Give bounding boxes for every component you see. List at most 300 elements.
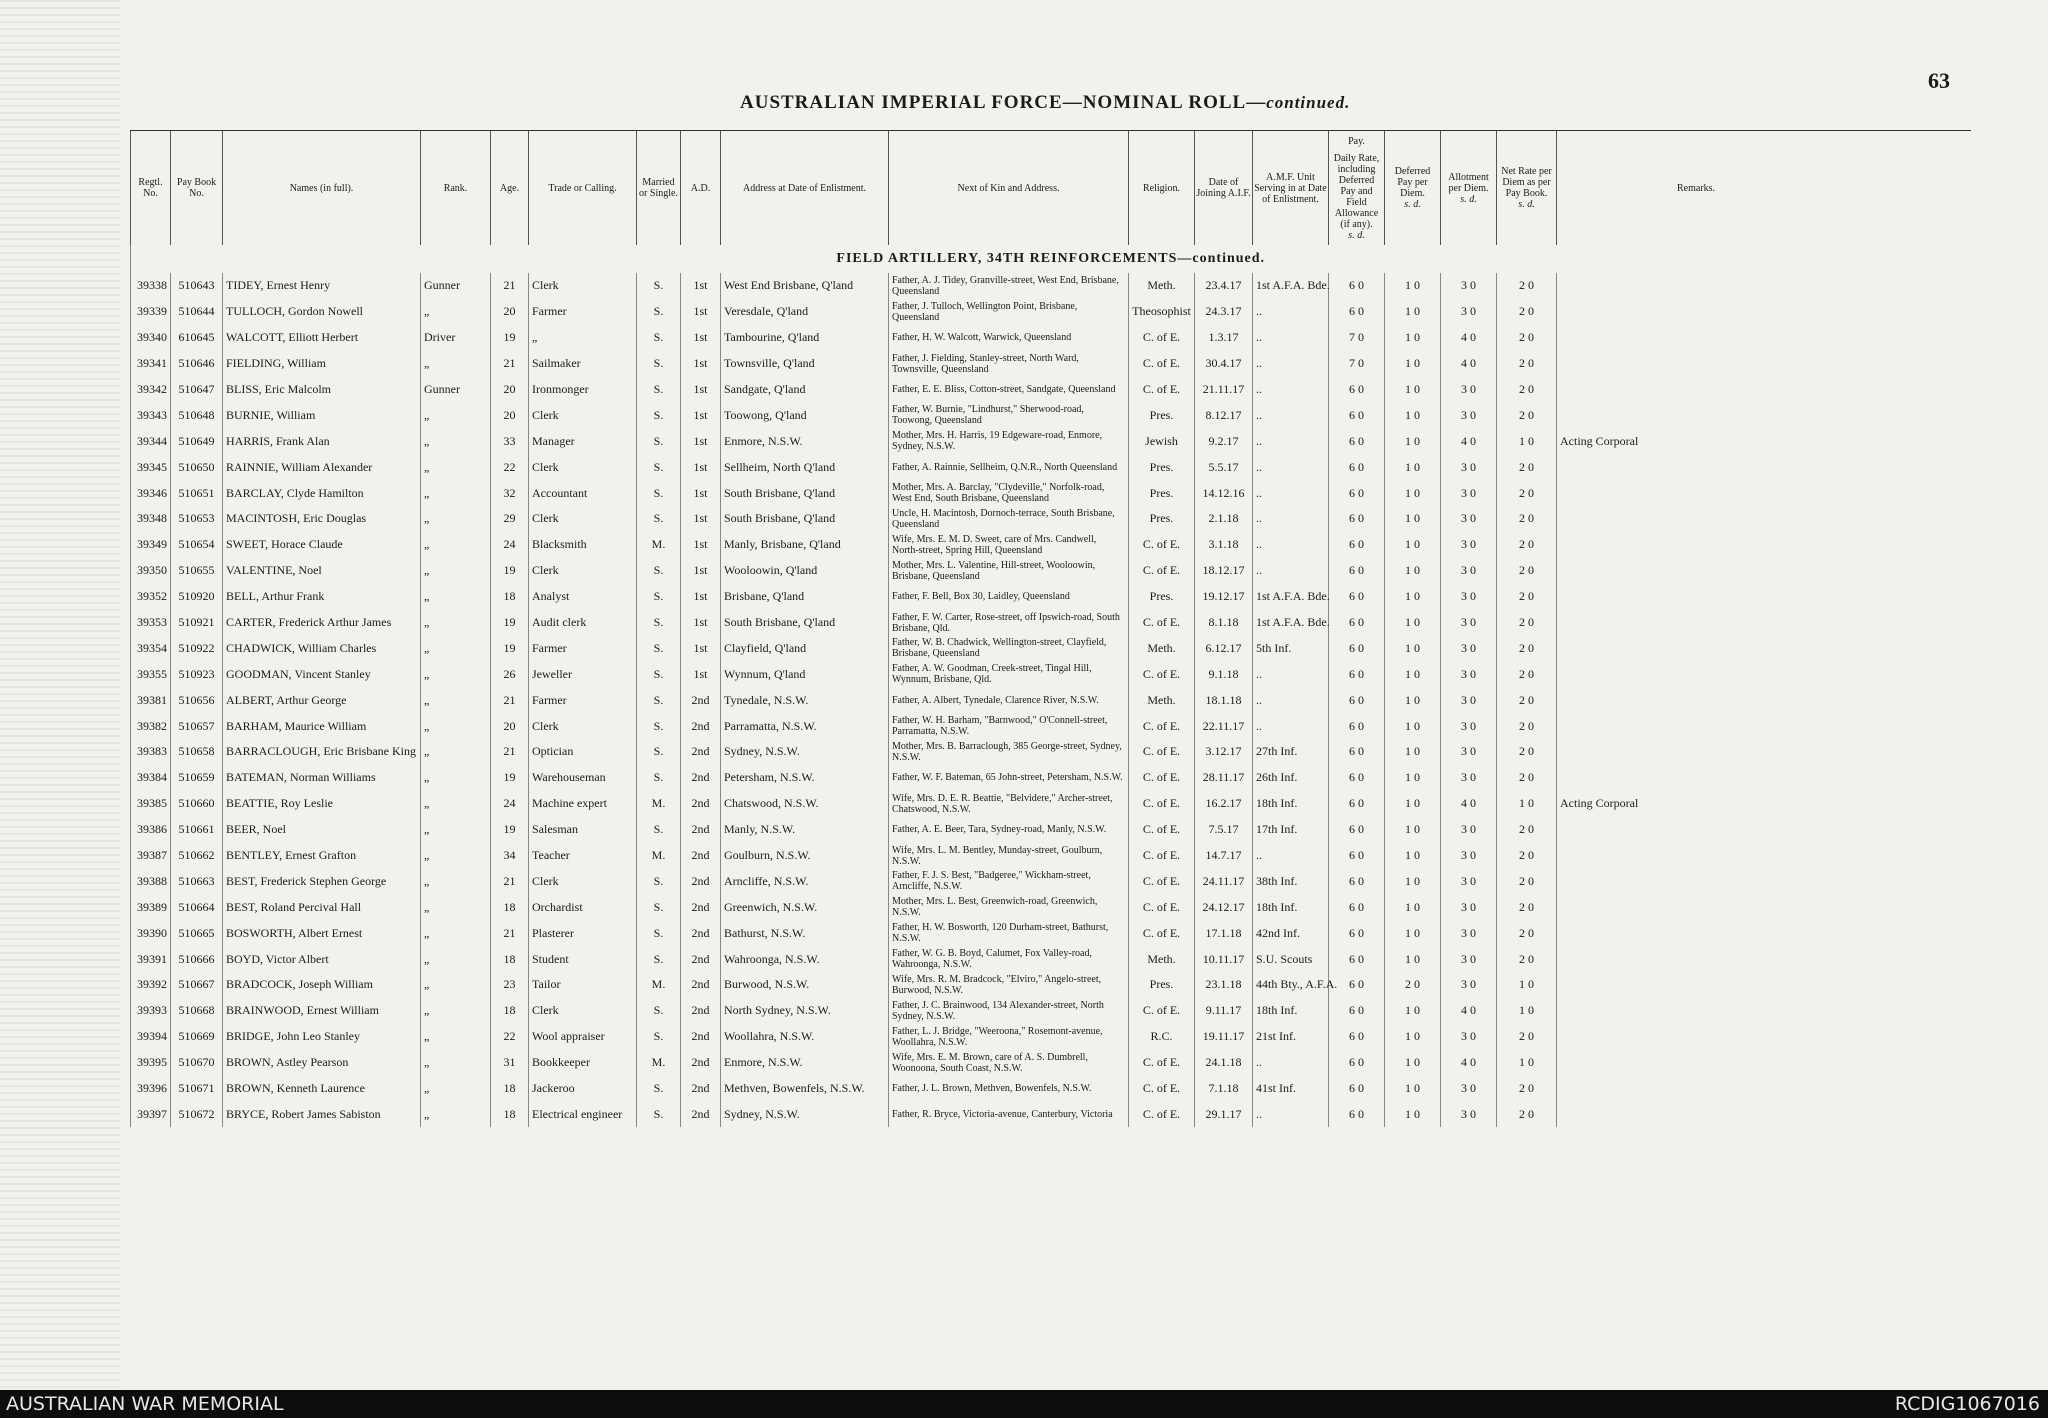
cell-daily-rate: 6 0 <box>1329 1102 1385 1128</box>
cell-address: Sydney, N.S.W. <box>721 739 889 765</box>
cell-deferred: 1 0 <box>1385 428 1441 454</box>
cell-regtl-no: 39339 <box>131 299 171 325</box>
cell-rank: „ <box>421 998 491 1024</box>
cell-net-rate: 2 0 <box>1497 325 1557 351</box>
cell-ad: 1st <box>681 584 721 610</box>
cell-allotment: 3 0 <box>1441 454 1497 480</box>
cell-amf-unit: 18th Inf. <box>1253 998 1329 1024</box>
cell-date-joining: 9.1.18 <box>1195 661 1253 687</box>
cell-amf-unit: .. <box>1253 377 1329 403</box>
cell-rank: „ <box>421 713 491 739</box>
sd-label: s. d. <box>1460 193 1477 205</box>
cell-remarks: Acting Corporal <box>1557 791 1971 817</box>
cell-remarks <box>1557 1024 1971 1050</box>
cell-rank: „ <box>421 687 491 713</box>
cell-religion: Theosophist <box>1129 299 1195 325</box>
cell-ad: 2nd <box>681 765 721 791</box>
cell-daily-rate: 6 0 <box>1329 532 1385 558</box>
cell-age: 21 <box>491 687 529 713</box>
cell-daily-rate: 6 0 <box>1329 584 1385 610</box>
cell-date-joining: 1.3.17 <box>1195 325 1253 351</box>
cell-name: RAINNIE, William Alexander <box>223 454 421 480</box>
cell-allotment: 3 0 <box>1441 584 1497 610</box>
cell-remarks <box>1557 558 1971 584</box>
cell-regtl-no: 39385 <box>131 791 171 817</box>
cell-deferred: 1 0 <box>1385 739 1441 765</box>
cell-net-rate: 1 0 <box>1497 791 1557 817</box>
cell-pay-book-no: 510654 <box>171 532 223 558</box>
section-heading-row <box>131 245 1971 273</box>
cell-daily-rate: 6 0 <box>1329 610 1385 636</box>
cell-amf-unit: 41st Inf. <box>1253 1076 1329 1102</box>
cell-regtl-no: 39383 <box>131 739 171 765</box>
section-heading: FIELD ARTILLERY, 34TH REINFORCEMENTS—continued. <box>131 245 1971 273</box>
cell-amf-unit: .. <box>1253 843 1329 869</box>
cell-amf-unit: S.U. Scouts <box>1253 946 1329 972</box>
cell-regtl-no: 39381 <box>131 687 171 713</box>
cell-religion: C. of E. <box>1129 377 1195 403</box>
cell-rank: „ <box>421 843 491 869</box>
cell-deferred: 1 0 <box>1385 817 1441 843</box>
cell-address: Woollahra, N.S.W. <box>721 1024 889 1050</box>
cell-rank: „ <box>421 1050 491 1076</box>
cell-allotment: 3 0 <box>1441 661 1497 687</box>
cell-remarks <box>1557 661 1971 687</box>
cell-trade: Farmer <box>529 299 637 325</box>
cell-deferred: 1 0 <box>1385 299 1441 325</box>
cell-daily-rate: 6 0 <box>1329 868 1385 894</box>
cell-net-rate: 2 0 <box>1497 1024 1557 1050</box>
cell-rank: „ <box>421 532 491 558</box>
cell-regtl-no: 39354 <box>131 635 171 661</box>
cell-age: 20 <box>491 402 529 428</box>
cell-date-joining: 9.2.17 <box>1195 428 1253 454</box>
cell-next-of-kin: Father, W. G. B. Boyd, Calumet, Fox Valley-road, Wahroonga, N.S.W. <box>889 946 1129 972</box>
cell-trade: Accountant <box>529 480 637 506</box>
cell-net-rate: 2 0 <box>1497 687 1557 713</box>
cell-religion: C. of E. <box>1129 817 1195 843</box>
cell-name: CARTER, Frederick Arthur James <box>223 610 421 636</box>
cell-married: S. <box>637 610 681 636</box>
cell-religion: C. of E. <box>1129 1076 1195 1102</box>
cell-allotment: 3 0 <box>1441 739 1497 765</box>
cell-allotment: 3 0 <box>1441 377 1497 403</box>
cell-amf-unit: 17th Inf. <box>1253 817 1329 843</box>
cell-age: 21 <box>491 868 529 894</box>
cell-daily-rate: 6 0 <box>1329 377 1385 403</box>
cell-trade: Tailor <box>529 972 637 998</box>
cell-remarks <box>1557 817 1971 843</box>
cell-daily-rate: 6 0 <box>1329 765 1385 791</box>
cell-regtl-no: 39349 <box>131 532 171 558</box>
cell-date-joining: 3.12.17 <box>1195 739 1253 765</box>
cell-allotment: 3 0 <box>1441 972 1497 998</box>
cell-religion: Meth. <box>1129 273 1195 299</box>
cell-rank: „ <box>421 894 491 920</box>
cell-religion: C. of E. <box>1129 325 1195 351</box>
table-row <box>131 1024 1971 1050</box>
cell-net-rate: 2 0 <box>1497 532 1557 558</box>
cell-rank: „ <box>421 739 491 765</box>
cell-married: S. <box>637 713 681 739</box>
cell-pay-book-no: 510653 <box>171 506 223 532</box>
table-row <box>131 687 1971 713</box>
sd-label: s. d. <box>1348 229 1365 241</box>
cell-date-joining: 21.11.17 <box>1195 377 1253 403</box>
cell-date-joining: 14.7.17 <box>1195 843 1253 869</box>
cell-trade: Analyst <box>529 584 637 610</box>
cell-remarks <box>1557 299 1971 325</box>
cell-trade: Plasterer <box>529 920 637 946</box>
cell-rank: „ <box>421 1024 491 1050</box>
cell-address: Brisbane, Q'land <box>721 584 889 610</box>
cell-regtl-no: 39396 <box>131 1076 171 1102</box>
cell-deferred: 1 0 <box>1385 532 1441 558</box>
cell-name: BARHAM, Maurice William <box>223 713 421 739</box>
cell-trade: Clerk <box>529 454 637 480</box>
cell-rank: „ <box>421 765 491 791</box>
cell-trade: Jackeroo <box>529 1076 637 1102</box>
cell-religion: C. of E. <box>1129 661 1195 687</box>
cell-allotment: 4 0 <box>1441 428 1497 454</box>
table-row <box>131 1076 1971 1102</box>
cell-pay-book-no: 510671 <box>171 1076 223 1102</box>
col-regtl-no: Regtl. No. <box>131 131 171 246</box>
cell-remarks <box>1557 1076 1971 1102</box>
cell-age: 18 <box>491 946 529 972</box>
cell-next-of-kin: Father, F. W. Carter, Rose-street, off Ipswich-road, South Brisbane, Qld. <box>889 610 1129 636</box>
cell-pay-book-no: 510650 <box>171 454 223 480</box>
cell-net-rate: 1 0 <box>1497 998 1557 1024</box>
cell-deferred: 1 0 <box>1385 635 1441 661</box>
cell-rank: „ <box>421 558 491 584</box>
col-deferred <box>1385 131 1441 246</box>
cell-married: S. <box>637 299 681 325</box>
cell-daily-rate: 6 0 <box>1329 454 1385 480</box>
cell-date-joining: 28.11.17 <box>1195 765 1253 791</box>
sd-label: s. d. <box>1518 199 1535 210</box>
cell-address: Tynedale, N.S.W. <box>721 687 889 713</box>
cell-next-of-kin: Father, J. Tulloch, Wellington Point, Brisbane, Queensland <box>889 299 1129 325</box>
cell-religion: Pres. <box>1129 972 1195 998</box>
cell-ad: 1st <box>681 377 721 403</box>
cell-address: Wynnum, Q'land <box>721 661 889 687</box>
cell-net-rate: 2 0 <box>1497 765 1557 791</box>
cell-address: Sellheim, North Q'land <box>721 454 889 480</box>
table-row <box>131 402 1971 428</box>
cell-amf-unit: .. <box>1253 1102 1329 1128</box>
table-row <box>131 454 1971 480</box>
cell-amf-unit: .. <box>1253 299 1329 325</box>
cell-trade: Clerk <box>529 273 637 299</box>
cell-married: S. <box>637 687 681 713</box>
cell-date-joining: 16.2.17 <box>1195 791 1253 817</box>
cell-amf-unit: 18th Inf. <box>1253 791 1329 817</box>
cell-next-of-kin: Father, A. Rainnie, Sellheim, Q.N.R., North Queensland <box>889 454 1129 480</box>
cell-remarks <box>1557 946 1971 972</box>
cell-ad: 1st <box>681 299 721 325</box>
cell-age: 24 <box>491 532 529 558</box>
table-row <box>131 584 1971 610</box>
cell-age: 21 <box>491 920 529 946</box>
cell-deferred: 1 0 <box>1385 558 1441 584</box>
table-row <box>131 946 1971 972</box>
cell-ad: 2nd <box>681 946 721 972</box>
cell-address: Wahroonga, N.S.W. <box>721 946 889 972</box>
table-row <box>131 428 1971 454</box>
cell-allotment: 3 0 <box>1441 635 1497 661</box>
cell-religion: Meth. <box>1129 946 1195 972</box>
cell-remarks <box>1557 713 1971 739</box>
cell-trade: Farmer <box>529 687 637 713</box>
cell-next-of-kin: Father, H. W. Walcott, Warwick, Queensland <box>889 325 1129 351</box>
cell-deferred: 1 0 <box>1385 894 1441 920</box>
cell-next-of-kin: Father, F. J. S. Best, "Badgeree," Wickham-street, Arncliffe, N.S.W. <box>889 868 1129 894</box>
cell-regtl-no: 39340 <box>131 325 171 351</box>
cell-ad: 1st <box>681 351 721 377</box>
cell-remarks <box>1557 532 1971 558</box>
cell-net-rate: 2 0 <box>1497 273 1557 299</box>
cell-trade: Electrical engineer <box>529 1102 637 1128</box>
cell-name: BEST, Frederick Stephen George <box>223 868 421 894</box>
cell-allotment: 3 0 <box>1441 506 1497 532</box>
cell-pay-book-no: 510658 <box>171 739 223 765</box>
cell-trade: „ <box>529 325 637 351</box>
cell-religion: C. of E. <box>1129 998 1195 1024</box>
cell-deferred: 1 0 <box>1385 1102 1441 1128</box>
cell-ad: 2nd <box>681 843 721 869</box>
pay-group-label: Pay. <box>1348 135 1365 147</box>
cell-remarks <box>1557 351 1971 377</box>
cell-name: SWEET, Horace Claude <box>223 532 421 558</box>
cell-religion: C. of E. <box>1129 1050 1195 1076</box>
cell-religion: C. of E. <box>1129 558 1195 584</box>
cell-amf-unit: 38th Inf. <box>1253 868 1329 894</box>
cell-name: BROWN, Astley Pearson <box>223 1050 421 1076</box>
col-remarks: Remarks. <box>1557 131 1971 246</box>
cell-amf-unit: .. <box>1253 661 1329 687</box>
cell-remarks <box>1557 1050 1971 1076</box>
cell-ad: 1st <box>681 273 721 299</box>
cell-remarks <box>1557 584 1971 610</box>
cell-trade: Clerk <box>529 713 637 739</box>
cell-allotment: 4 0 <box>1441 791 1497 817</box>
cell-address: Bathurst, N.S.W. <box>721 920 889 946</box>
cell-next-of-kin: Mother, Mrs. H. Harris, 19 Edgeware-road, Enmore, Sydney, N.S.W. <box>889 428 1129 454</box>
cell-name: BELL, Arthur Frank <box>223 584 421 610</box>
cell-date-joining: 7.5.17 <box>1195 817 1253 843</box>
cell-allotment: 4 0 <box>1441 351 1497 377</box>
cell-religion: C. of E. <box>1129 1102 1195 1128</box>
cell-next-of-kin: Father, J. Fielding, Stanley-street, North Ward, Townsville, Queensland <box>889 351 1129 377</box>
cell-regtl-no: 39338 <box>131 273 171 299</box>
cell-address: Greenwich, N.S.W. <box>721 894 889 920</box>
cell-age: 19 <box>491 817 529 843</box>
cell-age: 31 <box>491 1050 529 1076</box>
cell-remarks <box>1557 402 1971 428</box>
cell-remarks <box>1557 894 1971 920</box>
cell-religion: Pres. <box>1129 584 1195 610</box>
cell-rank: Driver <box>421 325 491 351</box>
cell-net-rate: 2 0 <box>1497 635 1557 661</box>
cell-net-rate: 1 0 <box>1497 428 1557 454</box>
cell-ad: 1st <box>681 635 721 661</box>
cell-name: BENTLEY, Ernest Grafton <box>223 843 421 869</box>
cell-address: Parramatta, N.S.W. <box>721 713 889 739</box>
cell-religion: C. of E. <box>1129 713 1195 739</box>
cell-next-of-kin: Father, W. F. Bateman, 65 John-street, Petersham, N.S.W. <box>889 765 1129 791</box>
cell-date-joining: 9.11.17 <box>1195 998 1253 1024</box>
cell-daily-rate: 6 0 <box>1329 402 1385 428</box>
title-text: AUSTRALIAN IMPERIAL FORCE—NOMINAL ROLL— <box>740 92 1267 113</box>
cell-religion: C. of E. <box>1129 765 1195 791</box>
cell-rank: „ <box>421 972 491 998</box>
cell-trade: Clerk <box>529 868 637 894</box>
cell-name: BATEMAN, Norman Williams <box>223 765 421 791</box>
cell-ad: 2nd <box>681 894 721 920</box>
cell-net-rate: 2 0 <box>1497 377 1557 403</box>
cell-date-joining: 7.1.18 <box>1195 1076 1253 1102</box>
cell-net-rate: 2 0 <box>1497 713 1557 739</box>
cell-next-of-kin: Mother, Mrs. A. Barclay, "Clydeville," Norfolk-road, West End, South Brisbane, Queensland <box>889 480 1129 506</box>
cell-regtl-no: 39382 <box>131 713 171 739</box>
cell-ad: 2nd <box>681 972 721 998</box>
cell-regtl-no: 39355 <box>131 661 171 687</box>
cell-date-joining: 18.1.18 <box>1195 687 1253 713</box>
cell-next-of-kin: Father, W. B. Chadwick, Wellington-street, Clayfield, Brisbane, Queensland <box>889 635 1129 661</box>
cell-daily-rate: 6 0 <box>1329 713 1385 739</box>
cell-name: HARRIS, Frank Alan <box>223 428 421 454</box>
cell-rank: „ <box>421 584 491 610</box>
cell-allotment: 3 0 <box>1441 402 1497 428</box>
title-suffix: continued. <box>1266 93 1351 112</box>
table-row <box>131 351 1971 377</box>
cell-deferred: 1 0 <box>1385 920 1441 946</box>
cell-religion: Jewish <box>1129 428 1195 454</box>
cell-date-joining: 30.4.17 <box>1195 351 1253 377</box>
cell-regtl-no: 39397 <box>131 1102 171 1128</box>
cell-allotment: 3 0 <box>1441 843 1497 869</box>
cell-pay-book-no: 510651 <box>171 480 223 506</box>
cell-pay-book-no: 510661 <box>171 817 223 843</box>
cell-age: 20 <box>491 299 529 325</box>
cell-daily-rate: 6 0 <box>1329 480 1385 506</box>
cell-regtl-no: 39386 <box>131 817 171 843</box>
cell-rank: „ <box>421 506 491 532</box>
cell-married: S. <box>637 817 681 843</box>
cell-date-joining: 8.12.17 <box>1195 402 1253 428</box>
table-row <box>131 532 1971 558</box>
cell-amf-unit: .. <box>1253 454 1329 480</box>
cell-trade: Student <box>529 946 637 972</box>
cell-remarks <box>1557 635 1971 661</box>
table-row <box>131 273 1971 299</box>
cell-religion: Pres. <box>1129 506 1195 532</box>
cell-ad: 2nd <box>681 1024 721 1050</box>
cell-religion: C. of E. <box>1129 791 1195 817</box>
cell-ad: 2nd <box>681 1076 721 1102</box>
cell-address: Methven, Bowenfels, N.S.W. <box>721 1076 889 1102</box>
cell-date-joining: 3.1.18 <box>1195 532 1253 558</box>
cell-age: 19 <box>491 610 529 636</box>
cell-age: 33 <box>491 428 529 454</box>
cell-pay-book-no: 510655 <box>171 558 223 584</box>
cell-address: Manly, Brisbane, Q'land <box>721 532 889 558</box>
cell-next-of-kin: Mother, Mrs. L. Valentine, Hill-street, Wooloowin, Brisbane, Queensland <box>889 558 1129 584</box>
cell-amf-unit: 1st A.F.A. Bde. <box>1253 584 1329 610</box>
cell-name: BROWN, Kenneth Laurence <box>223 1076 421 1102</box>
cell-pay-book-no: 510921 <box>171 610 223 636</box>
cell-name: BARRACLOUGH, Eric Brisbane King <box>223 739 421 765</box>
cell-age: 24 <box>491 791 529 817</box>
cell-deferred: 1 0 <box>1385 661 1441 687</box>
col-names: Names (in full). <box>223 131 421 246</box>
cell-ad: 2nd <box>681 1102 721 1128</box>
col-daily-rate <box>1329 131 1385 246</box>
cell-age: 19 <box>491 325 529 351</box>
cell-remarks <box>1557 454 1971 480</box>
cell-trade: Clerk <box>529 506 637 532</box>
cell-net-rate: 1 0 <box>1497 972 1557 998</box>
cell-amf-unit: .. <box>1253 325 1329 351</box>
cell-amf-unit: .. <box>1253 506 1329 532</box>
cell-name: BURNIE, William <box>223 402 421 428</box>
cell-net-rate: 2 0 <box>1497 868 1557 894</box>
cell-pay-book-no: 610645 <box>171 325 223 351</box>
cell-daily-rate: 6 0 <box>1329 1024 1385 1050</box>
cell-deferred: 1 0 <box>1385 791 1441 817</box>
cell-allotment: 3 0 <box>1441 480 1497 506</box>
cell-allotment: 3 0 <box>1441 894 1497 920</box>
deferred-label: Deferred Pay per Diem. <box>1394 166 1431 199</box>
table-row <box>131 325 1971 351</box>
cell-rank: „ <box>421 1102 491 1128</box>
cell-amf-unit: 21st Inf. <box>1253 1024 1329 1050</box>
cell-deferred: 1 0 <box>1385 325 1441 351</box>
footer-right: RCDIG1067016 <box>1894 1393 2040 1415</box>
cell-regtl-no: 39344 <box>131 428 171 454</box>
cell-married: M. <box>637 532 681 558</box>
cell-married: S. <box>637 1076 681 1102</box>
cell-next-of-kin: Wife, Mrs. R. M. Bradcock, "Elviro," Angelo-street, Burwood, N.S.W. <box>889 972 1129 998</box>
col-address: Address at Date of Enlistment. <box>721 131 889 246</box>
cell-amf-unit: .. <box>1253 480 1329 506</box>
cell-age: 22 <box>491 1024 529 1050</box>
cell-religion: C. of E. <box>1129 843 1195 869</box>
cell-trade: Clerk <box>529 402 637 428</box>
cell-next-of-kin: Father, W. Burnie, "Lindhurst," Sherwood-road, Toowong, Queensland <box>889 402 1129 428</box>
cell-allotment: 3 0 <box>1441 713 1497 739</box>
cell-regtl-no: 39387 <box>131 843 171 869</box>
nominal-roll-table <box>130 130 1971 1127</box>
cell-daily-rate: 6 0 <box>1329 1050 1385 1076</box>
cell-allotment: 3 0 <box>1441 1024 1497 1050</box>
allotment-label: Allotment per Diem. <box>1448 171 1489 194</box>
table-row <box>131 739 1971 765</box>
cell-pay-book-no: 510646 <box>171 351 223 377</box>
cell-daily-rate: 6 0 <box>1329 894 1385 920</box>
cell-trade: Farmer <box>529 635 637 661</box>
table-row <box>131 972 1971 998</box>
cell-amf-unit: 1st A.F.A. Bde. <box>1253 273 1329 299</box>
cell-name: TIDEY, Ernest Henry <box>223 273 421 299</box>
cell-age: 19 <box>491 558 529 584</box>
cell-allotment: 3 0 <box>1441 868 1497 894</box>
cell-amf-unit: 27th Inf. <box>1253 739 1329 765</box>
cell-rank: Gunner <box>421 377 491 403</box>
cell-pay-book-no: 510662 <box>171 843 223 869</box>
cell-date-joining: 24.12.17 <box>1195 894 1253 920</box>
